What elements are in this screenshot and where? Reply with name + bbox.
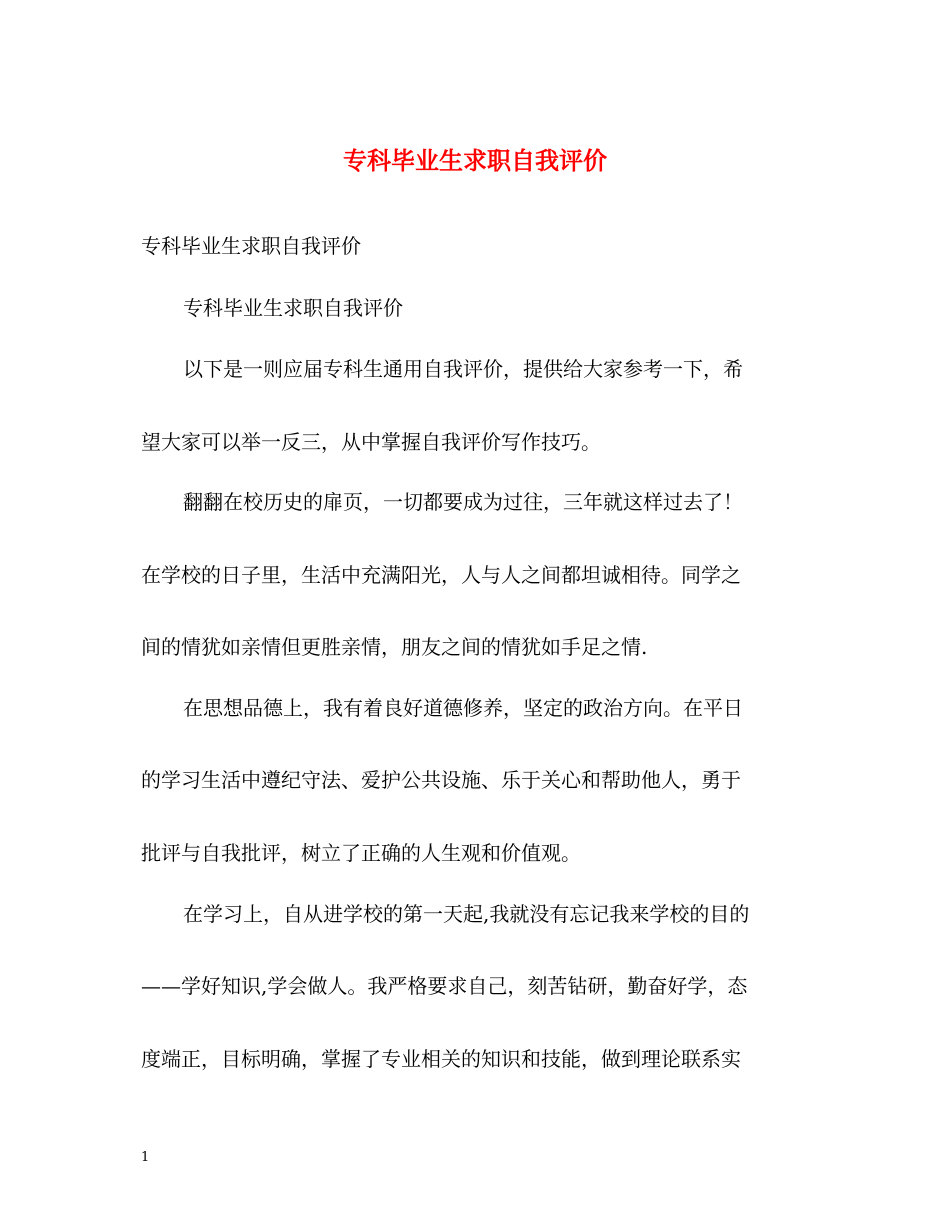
paragraph-2-line-2: 在学校的日子里，生活中充满阳光，人与人之间都坦诚相待。同学之: [141, 563, 741, 587]
document-title: 专科毕业生求职自我评价: [343, 146, 607, 175]
paragraph-3-line-3: 批评与自我批评，树立了正确的人生观和价值观。: [141, 841, 581, 865]
paragraph-2-line-1: 翻翻在校历史的扉页，一切都要成为过往，三年就这样过去了！: [183, 490, 743, 514]
paragraph-4-line-2: ——学好知识,学会做人。我严格要求自己，刻苦钻研，勤奋好学，态: [141, 974, 748, 998]
paragraph-3-line-1: 在思想品德上，我有着良好道德修养，坚定的政治方向。在平日: [183, 696, 743, 720]
paragraph-4-line-1: 在学习上，自从进学校的第一天起,我就没有忘记我来学校的目的: [183, 902, 750, 926]
paragraph-4-line-3: 度端正，目标明确，掌握了专业相关的知识和技能，做到理论联系实: [141, 1047, 741, 1071]
subtitle-line: 专科毕业生求职自我评价: [141, 234, 361, 258]
paragraph-3-line-2: 的学习生活中遵纪守法、爱护公共设施、乐于关心和帮助他人，勇于: [141, 768, 741, 792]
page-number: 1: [141, 1150, 150, 1165]
heading-line: 专科毕业生求职自我评价: [183, 296, 403, 320]
paragraph-1-line-2: 望大家可以举一反三，从中掌握自我评价写作技巧。: [141, 430, 601, 454]
paragraph-2-line-3: 间的情犹如亲情但更胜亲情，朋友之间的情犹如手足之情.: [141, 635, 648, 659]
paragraph-1-line-1: 以下是一则应届专科生通用自我评价，提供给大家参考一下，希: [183, 357, 743, 381]
